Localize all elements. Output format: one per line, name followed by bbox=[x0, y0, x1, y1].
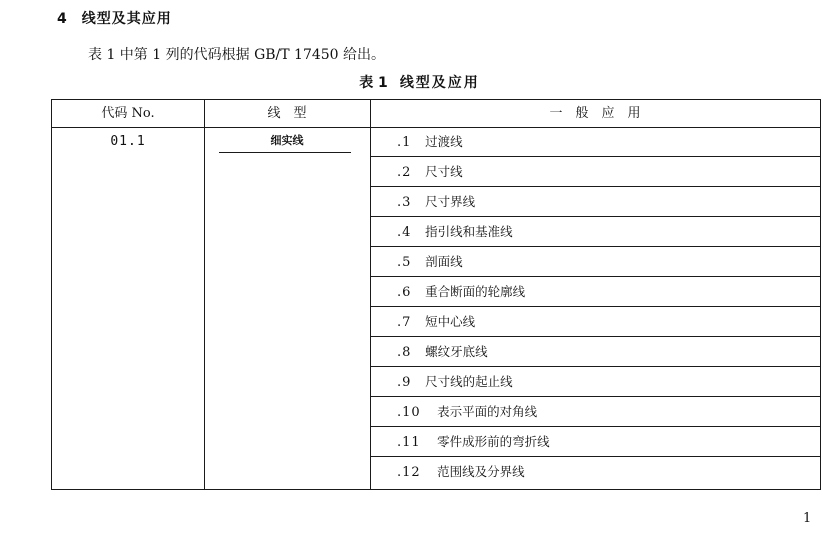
usage-text: 尺寸线 bbox=[425, 164, 463, 179]
usage-index: .7 bbox=[397, 315, 412, 330]
usage-index: .1 bbox=[397, 135, 412, 150]
line-type-table bbox=[51, 99, 821, 490]
usage-index: .4 bbox=[397, 225, 412, 240]
usage-index: .11 bbox=[397, 435, 421, 450]
usage-index: .9 bbox=[397, 375, 412, 390]
usage-list bbox=[370, 127, 820, 489]
line-type-name: 细实线 bbox=[270, 134, 304, 147]
section-title: 线型及其应用 bbox=[81, 11, 172, 27]
section-heading bbox=[57, 8, 172, 28]
column-divider bbox=[204, 100, 205, 489]
usage-row bbox=[370, 187, 820, 217]
usage-text: 范围线及分界线 bbox=[437, 464, 525, 479]
usage-text: 表示平面的对角线 bbox=[437, 404, 538, 419]
usage-row bbox=[370, 307, 820, 337]
header-line-type: 线 型 bbox=[267, 106, 307, 121]
page-number: 1 bbox=[803, 511, 812, 526]
usage-index: .2 bbox=[397, 165, 412, 180]
code-value: 01.1 bbox=[110, 134, 146, 149]
usage-row bbox=[370, 247, 820, 277]
usage-index: .8 bbox=[397, 345, 412, 360]
table-title bbox=[0, 72, 839, 92]
usage-row bbox=[370, 397, 820, 427]
usage-index: .10 bbox=[397, 405, 421, 420]
usage-row bbox=[370, 217, 820, 247]
usage-row bbox=[370, 127, 820, 157]
usage-row bbox=[370, 277, 820, 307]
usage-row bbox=[370, 457, 820, 487]
usage-text: 尺寸线的起止线 bbox=[425, 374, 513, 389]
usage-text: 零件成形前的弯折线 bbox=[437, 434, 550, 449]
intro-paragraph: 表 1 中第 1 列的代码根据 GB/T 17450 给出。 bbox=[88, 47, 386, 63]
usage-index: .3 bbox=[397, 195, 412, 210]
usage-text: 螺纹牙底线 bbox=[425, 344, 488, 359]
usage-index: .12 bbox=[397, 465, 421, 480]
usage-text: 短中心线 bbox=[425, 314, 476, 329]
usage-index: .6 bbox=[397, 285, 412, 300]
usage-text: 指引线和基准线 bbox=[425, 224, 513, 239]
usage-row bbox=[370, 427, 820, 457]
usage-index: .5 bbox=[397, 255, 412, 270]
usage-text: 重合断面的轮廓线 bbox=[425, 284, 526, 299]
usage-text: 尺寸界线 bbox=[425, 194, 476, 209]
header-code: 代码 No. bbox=[101, 106, 155, 121]
header-general-usage: 一 般 应 用 bbox=[549, 106, 641, 121]
usage-row bbox=[370, 367, 820, 397]
section-number: 4 bbox=[57, 11, 68, 27]
table-number: 表 1 bbox=[359, 75, 388, 91]
table-name: 线型及应用 bbox=[399, 75, 480, 91]
usage-text: 剖面线 bbox=[425, 254, 463, 269]
usage-row bbox=[370, 337, 820, 367]
thin-continuous-line-sample bbox=[219, 152, 351, 153]
usage-text: 过渡线 bbox=[425, 134, 463, 149]
usage-row bbox=[370, 157, 820, 187]
